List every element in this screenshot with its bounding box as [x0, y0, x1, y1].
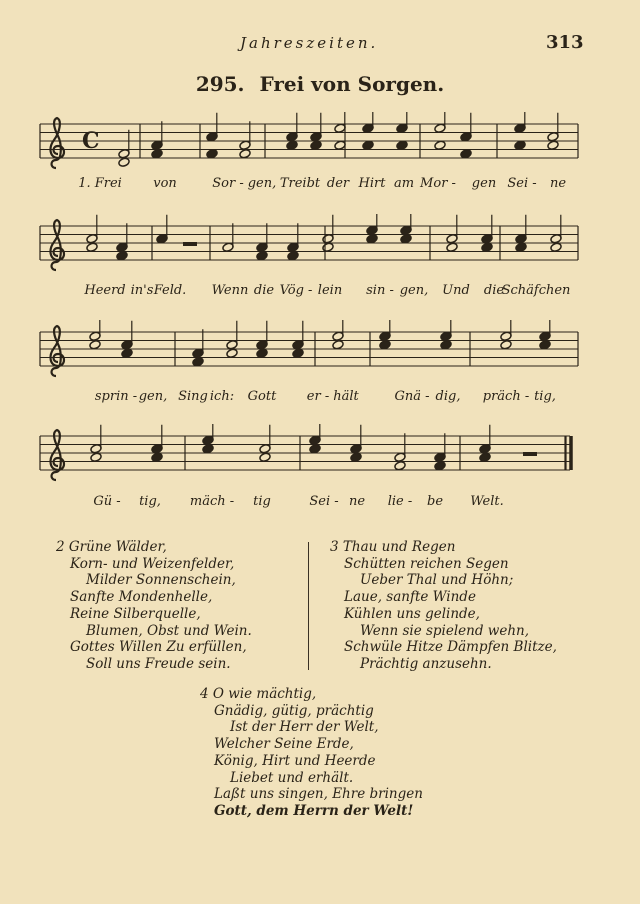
verse-line: König, Hirt und Heerde [214, 752, 376, 769]
note-chord [256, 223, 268, 261]
verse-line: Blumen, Obst und Wein. [86, 622, 252, 639]
note-chord [259, 425, 271, 463]
staff-1 [0, 112, 640, 172]
verse-4 [200, 686, 423, 820]
note-chord [206, 113, 218, 159]
lyric-syllable: tig [253, 494, 271, 509]
verse-line: Gott, dem Herrn der Welt! [214, 802, 414, 819]
note-chord [539, 320, 551, 350]
note-chord [379, 320, 391, 350]
lyric-syllable: der [326, 176, 350, 191]
note-chord [350, 425, 362, 463]
lyric-line-3 [0, 389, 640, 409]
lyric-syllable: Feld. [153, 283, 187, 298]
verse-line: 3 Thau und Regen [330, 539, 456, 555]
verse-line: Sanfte Mondenhelle, [70, 589, 213, 606]
lyric-syllable: sprin - [94, 389, 138, 404]
staff-3 [0, 320, 640, 380]
lyric-syllable: Welt. [470, 494, 504, 509]
note-chord [309, 424, 321, 454]
verse-line: Welcher Seine Erde, [214, 736, 354, 753]
note-chord [86, 215, 98, 253]
hymn-heading [0, 72, 640, 96]
lyric-syllable: Heerd [84, 283, 126, 298]
lyric-syllable: ich: [209, 389, 235, 404]
hymn-title: Frei von Sorgen. [259, 72, 445, 96]
note-chord [222, 223, 234, 252]
rest-icon [183, 242, 197, 246]
verse-line: Schwüle Hitze Dämpfen Blitze, [344, 639, 557, 656]
note-chord [366, 214, 378, 244]
verse-line: Schütten reichen Segen [344, 555, 509, 572]
verse-line: 2 Grüne Wälder, [56, 539, 167, 555]
verse-line: Liebet und erhält. [230, 769, 354, 786]
staff-2 [0, 214, 640, 274]
verse-line: Prächtig anzusehn. [360, 655, 492, 672]
lyric-syllable: gen, [399, 283, 429, 298]
note-chord [440, 320, 452, 350]
verse-line: Laue, sanfte Winde [344, 589, 476, 606]
lyric-syllable: dig, [435, 389, 461, 404]
lyric-syllable: präch - [482, 389, 530, 404]
running-head [0, 34, 640, 56]
verse-line: Ist der Herr der Welt, [230, 719, 379, 736]
note-chord [256, 321, 268, 359]
treble-clef-icon [51, 326, 64, 376]
treble-clef-icon [51, 220, 64, 270]
note-chord [515, 215, 527, 253]
note-chord [116, 223, 128, 261]
note-chord [434, 433, 446, 471]
note-chord [118, 130, 130, 168]
lyric-syllable: die [253, 283, 275, 298]
note-chord [550, 215, 562, 253]
lyric-syllable: Hirt [358, 176, 386, 191]
lyric-syllable: Und [442, 283, 470, 298]
lyric-line-2 [0, 283, 640, 303]
note-chord [362, 112, 374, 150]
lyric-syllable: 1. Frei [78, 176, 122, 191]
note-chord [121, 321, 133, 359]
lyric-syllable: die [483, 283, 505, 298]
lyric-syllable: mäch - [189, 494, 235, 509]
verse-line: Reine Silberquelle, [70, 605, 201, 622]
note-chord [434, 112, 446, 150]
staff-4 [0, 424, 640, 484]
time-signature: C [82, 128, 100, 154]
note-chord [151, 121, 163, 159]
note-chord [479, 425, 491, 463]
lyric-syllable: Gü - [93, 494, 121, 509]
lyric-line-1 [0, 176, 640, 196]
note-chord [322, 215, 334, 253]
lyric-syllable: Wenn [211, 283, 249, 298]
verse-2 [56, 539, 252, 673]
note-chord [202, 424, 214, 454]
note-chord [156, 215, 168, 244]
lyric-syllable: Mor - [420, 176, 456, 191]
note-chord [287, 223, 299, 261]
note-chord [446, 215, 458, 253]
lyric-syllable: Sei - [309, 494, 339, 509]
lyric-syllable: Treibt [279, 176, 321, 191]
note-chord [286, 113, 298, 151]
note-chord [514, 112, 526, 150]
lyric-syllable: von [153, 176, 177, 191]
verse-line: Gnädig, gütig, prächtig [214, 702, 374, 719]
note-chord [239, 121, 251, 159]
note-chord [400, 214, 412, 244]
lyric-syllable: Gott [247, 389, 277, 404]
verse-line: 4 O wie mächtig, [200, 686, 317, 702]
note-chord [547, 113, 559, 151]
note-chord [394, 433, 406, 471]
verse-line: Laßt uns singen, Ehre bringen [214, 786, 423, 803]
lyric-syllable: tig, [534, 389, 556, 404]
verse-line: Kühlen uns gelinde, [344, 605, 480, 622]
lyric-syllable: be [426, 494, 444, 509]
page-number: 313 [546, 32, 584, 53]
note-chord [396, 112, 408, 150]
lyric-syllable: hält [333, 389, 359, 404]
lyric-syllable: Sor - [212, 176, 244, 191]
note-chord [460, 113, 472, 159]
note-chord [89, 320, 101, 350]
hymn-number: 295. [195, 72, 245, 96]
lyric-syllable: tig, [139, 494, 161, 509]
verse-line: Korn- und Weizenfelder, [70, 555, 235, 572]
lyric-syllable: Vög - [279, 283, 313, 298]
verse-line: Wenn sie spielend wehn, [360, 622, 530, 639]
lyric-syllable: lie - [387, 494, 413, 509]
lyric-syllable: in's [130, 283, 154, 298]
verse-3 [330, 539, 557, 673]
verse-line: Soll uns Freude sein. [86, 655, 231, 672]
lyric-syllable: Sing [178, 389, 208, 404]
lyric-line-4 [0, 494, 640, 514]
rest-icon [523, 452, 537, 456]
note-chord [500, 320, 512, 350]
verse-divider [308, 542, 309, 670]
lyric-syllable: am [393, 176, 415, 191]
note-chord [90, 425, 102, 463]
lyric-syllable: lein [317, 283, 343, 298]
lyric-syllable: gen, [247, 176, 277, 191]
lyric-syllable: ne [549, 176, 567, 191]
verse-line: Ueber Thal und Höhn; [360, 572, 514, 589]
note-chord [332, 320, 344, 350]
verse-line: Milder Sonnenschein, [86, 572, 236, 589]
note-chord [334, 112, 346, 150]
lyric-syllable: Schäfchen [501, 283, 571, 298]
note-chord [292, 321, 304, 359]
lyric-syllable: gen, [138, 389, 168, 404]
lyric-syllable: er - [306, 389, 330, 404]
running-title: Jahreszeiten. [240, 34, 379, 52]
treble-clef-icon [51, 430, 64, 480]
note-chord [192, 329, 204, 367]
treble-clef-icon [51, 118, 64, 168]
lyric-syllable: sin - [366, 283, 394, 298]
verse-line: Gottes Willen Zu erfüllen, [70, 639, 247, 656]
note-chord [481, 215, 493, 253]
lyric-syllable: Gnä - [394, 389, 430, 404]
note-chord [310, 113, 322, 151]
lyric-syllable: gen [471, 176, 497, 191]
lyric-syllable: ne [348, 494, 366, 509]
note-chord [226, 321, 238, 359]
lyric-syllable: Sei - [507, 176, 537, 191]
note-chord [151, 425, 163, 463]
